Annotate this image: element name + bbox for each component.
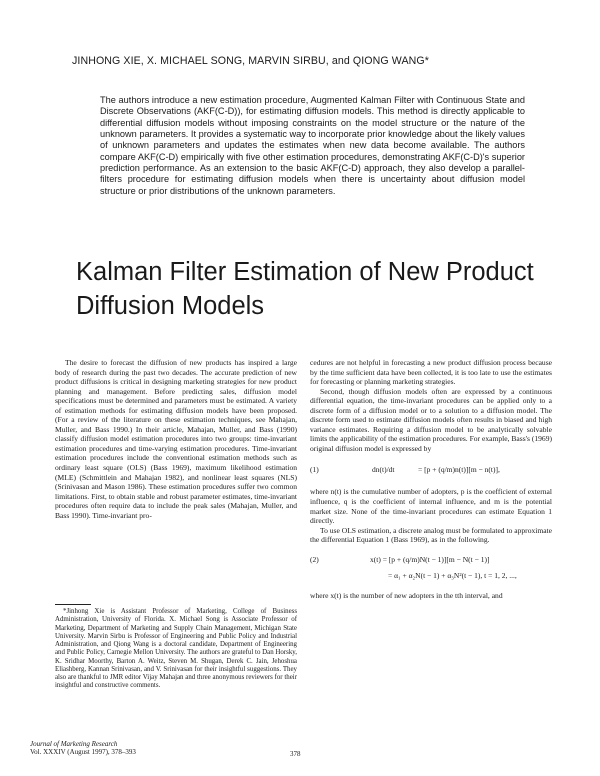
title-line-2: Diffusion Models (76, 292, 265, 320)
equation-number: (1) (310, 465, 319, 475)
author-list: JINHONG XIE, X. MICHAEL SONG, MARVIN SIRBU, and QIONG WANG* (72, 55, 429, 67)
equation-lhs: dn(t)/dt (372, 465, 395, 475)
paragraph: cedures are not helpful in forecasting a new product diffusion process because by the time sufficient data have been collected, it is too late to use the estimates for forecasting or planning marketing strategies. (310, 358, 552, 387)
article-title (76, 255, 536, 323)
journal-issue: Vol. XXXIV (August 1997), 378–393 (30, 748, 136, 757)
equation-2 (310, 545, 552, 591)
page-number: 378 (290, 750, 301, 758)
paragraph: Second, though diffusion models often are expressed by a continuous differential equation, the time-invariant procedures can be applied only to a discrete form of a diffusion model or to a solution to a diffusion model. The discrete form used to estimate diffusion models often results in biased and high variance estimates. Requiring a diffusion model to be analytically solvable limits the applicability of the estimation procedures. For example, Bass's (1969) original diffusion model is expressed by (310, 386, 552, 453)
paragraph: where n(t) is the cumulative number of adopters, p is the coefficient of external influence, q is the coefficient of internal influence, and m is the potential market size. None of the time-invariant procedures can estimate Equation 1 directly. (310, 487, 552, 526)
paragraph: where x(t) is the number of new adopters in the tth interval, and (310, 590, 503, 600)
journal-citation (30, 740, 230, 757)
equation-line-1: x(t) = [p + (q/m)N(t − 1)][m − N(t − 1)] (370, 554, 490, 564)
abstract-text: The authors introduce a new estimation procedure, Augmented Kalman Filter with Continuous State and Discrete Observations (AKF(C-D)), for estimating diffusion models. This method is directly applicable to differential diffusion models without imposing constraints on the model structure or the nature of the unknown parameters. It provides a systematic way to incorporate prior knowledge about the likely values of unknown parameters and updates the estimates when new data become available. The authors compare AKF(C-D) empirically with five other estimation procedures, demonstrating AKF(C-D)'s superior prediction performance. As an extension to the basic AKF(C-D) approach, they also develop a parallel-filters procedure for estimating diffusion models when there is uncertainty about diffusion model structure or prior distributions of the unknown parameters. (100, 95, 525, 196)
body-column-right (310, 358, 552, 600)
equation-1 (310, 453, 552, 487)
footnote-rule (55, 604, 91, 605)
paragraph: The desire to forecast the diffusion of new products has inspired a large body of research during the past two decades. The accurate prediction of new product diffusions is critical in designing marketing strategies for new product planning and management. Before predicting sales, diffusion model specifications must be determined and parameters must be estimated. A variety of estimation methods for estimating diffusion models have been proposed. (For a review of the literature on these estimation techniques, see Mahajan, Muller, and Bass 1990.) In their article, Mahajan, Muller, and Bass (1990) classify diffusion model estimation procedures into two groups: time-invariant estimation procedures and time-varying estimation procedures. Time-invariant estimation procedures include the conventional estimation methods such as ordinary least square (OLS) (Bass 1969), maximum likelihood estimation (MLE) (Schmittlein and Mahajan 1982), and nonlinear least squares (NLS) (Srinivasan and Mason 1986). These estimation procedures suffer two common limitations. First, to obtain stable and robust parameter estimates, time-invariant procedures often require data to include the peak sales (Mahajan, Muller, and Bass 1990). Time-invariant pro- (55, 358, 297, 520)
footnote-text: *Jinhong Xie is Assistant Professor of Marketing, College of Business Administration, University of Florida. X. Michael Song is Associate Professor of Marketing, Department of Marketing and Supply Chain Management, Michigan State University. Marvin Sirbu is Professor of Engineering and Public Policy and Industrial Administration, and Qiong Wang is a doctoral candidate, Department of Engineering and Public Policy, Carnegie Mellon University. The authors are grateful to Dan Horsky, K. Sridhar Moorthy, Barton A. Weitz, Steven M. Shugan, Derek C. Jain, Jehoshua Eliashberg, Kannan Srinivasan, and V. Srinivasan for their insightful suggestions. They also are thankful to JMR editor Vijay Mahajan and three anonymous reviewers for their insightful and constructive comments. (55, 608, 297, 690)
title-line-1: Kalman Filter Estimation of New Product (76, 258, 534, 286)
paragraph: To use OLS estimation, a discrete analog must be formulated to approximate the differential Equation 1 (Bass 1969), as in the following. (310, 525, 552, 545)
abstract (100, 95, 525, 197)
journal-name: Journal of Marketing Research (30, 740, 118, 748)
equation-rhs: = [p + (q/m)n(t)][m − n(t)], (418, 465, 500, 475)
equation-number: (2) (310, 554, 319, 564)
author-footnote (55, 608, 297, 691)
equation-line-2: = α₁ + α₂N(t − 1) + α₃N²(t − 1), t = 1, 2, ..., (388, 570, 517, 580)
body-column-left (55, 358, 297, 520)
